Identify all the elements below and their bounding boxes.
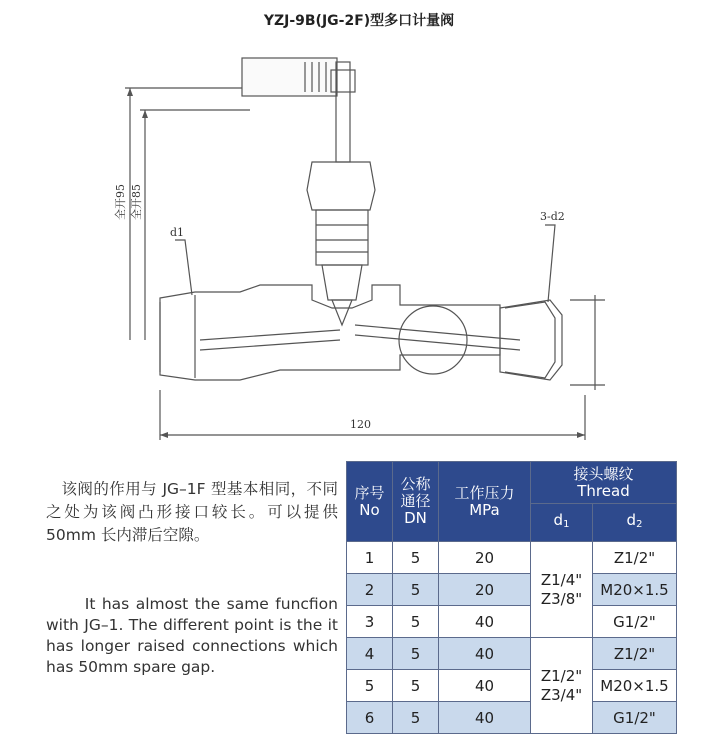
description-english: It has almost the same funcfion with JG–1. The different point is the it has longer raised connections which has 50mm spare gap. [46, 595, 338, 676]
table-row: 5 5 40 M20×1.5 [347, 670, 677, 702]
valve-drawing [100, 40, 620, 450]
table-row: 1 5 20 Z1/4" Z3/8" Z1/2" [347, 542, 677, 574]
dim-open85-label: 全开85 [130, 184, 143, 220]
d1-group-2: Z1/2" Z3/4" [531, 638, 593, 734]
header-thread: 接头螺纹 Thread [531, 462, 677, 504]
table-row: 2 5 20 M20×1.5 [347, 574, 677, 606]
header-no: 序号 No [347, 462, 393, 542]
description-chinese: 该阀的作用与 JG–1F 型基本相同，不同之处为该阀凸形接口较长。可以提供 50mm 长内滞后空隙。 [46, 480, 338, 544]
table-row: 3 5 40 G1/2" [347, 606, 677, 638]
dim-open95-label: 全开95 [114, 184, 127, 220]
length-label: 120 [350, 418, 371, 431]
spec-table [346, 461, 677, 734]
header-pressure: 工作压力 MPa [439, 462, 531, 542]
table-row: 4 5 40 Z1/2" Z3/4" Z1/2" [347, 638, 677, 670]
d1-label: d1 [170, 226, 185, 239]
table-row: 6 5 40 G1/2" [347, 702, 677, 734]
d1-group-1: Z1/4" Z3/8" [531, 542, 593, 638]
page-title: YZJ-9B(JG-2F)型多口计量阀 [263, 13, 455, 29]
header-d2: $d_2$ [593, 504, 677, 542]
d2-thread-label: 3-d2 [540, 210, 565, 223]
header-dn: 公称 通径 DN [393, 462, 439, 542]
header-d1: $d_1$ [531, 504, 593, 542]
